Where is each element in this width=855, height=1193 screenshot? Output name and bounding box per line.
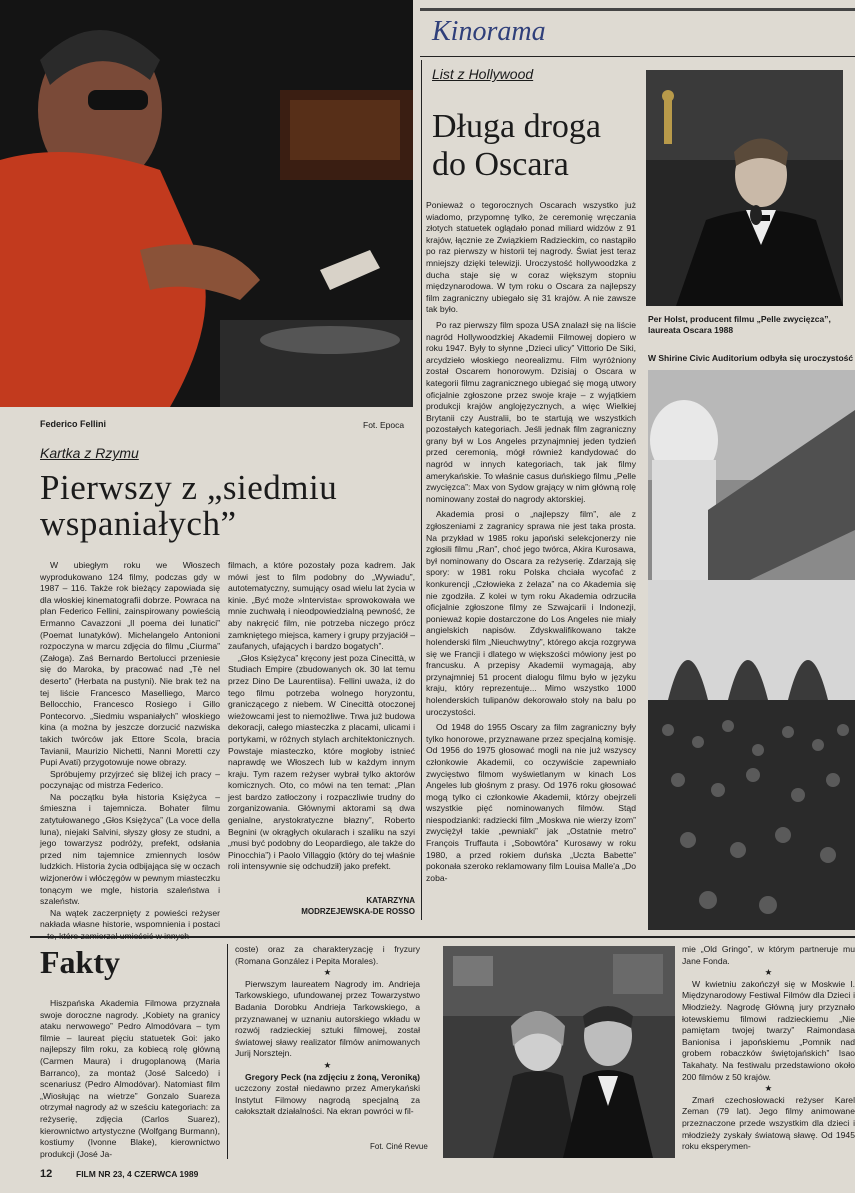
- paragraph: coste) oraz za charakteryzację i fryzury (Romana González i Pepita Morales).: [235, 944, 420, 966]
- star-separator: ★: [323, 1059, 332, 1070]
- star-separator: ★: [764, 967, 773, 978]
- paragraph: Od 1948 do 1955 Oscary za film zagraniczny były tylko honorowe, przyznawane przez specjalną komisję. Od 1956 do 1975 głosować mogli na nie już wszyscy członkowie Akademii, co oczywiście zapewniało zwycięstwo filmom wyświetlanym w kinach Los Angeles lub głośnym z prasy. Od 1976 roku głosować mogą tylko ci członkowie Akademii, którzy obejrzeli wszystkie pięć nominowanych filmów. Stąd niespodzianki: radziecki film „Moskwa nie wierzy łzom” zwyciężył takie „pewniaki” jak „Ostatnie metro” François Truffauta i „Sobowtóra” Kurosawy w roku 1980, a przed rokiem duńska „Uczta Babette” pokonała szeroko reklamowany film Louisa Malle'a „Do zoba-: [426, 722, 636, 883]
- paragraph: Akademia prosi o „najlepszy film”, ale z zgłoszeniami z zagranicy sprawa nie jest taka prosta. Na przykład w 1985 roku japoński selekcjonerzy nie zgłosili filmu „Ran”, choć jego twórca, Akira Kurosawa, był nominowany do Oscara za reżyserię. Zdarzają się spory: w 1981 roku Polska chciała wycofać z konkurencji „Człowieka z żelaza” na co Akademia się nie zgodziła. Z kolei w tym roku Akademia odrzuciła oficjalnie zgłoszone filmy ze Szwajcarii i Indonezji, ponieważ kopie dostarczone do Los Angeles nie miały angielskich napisów. Zdyskwalifikowano także holenderski film „Nieuchwytny”, którego akcja rozgrywa się we Francji i dlatego w większości mówiony jest po francusku. A przepisy Akademii wymagają, aby przynajmniej 51 procent dialogu filmu było w języku kraju, który reprezentuje... Mimo wszystko 1000 holenderskich tulipanów dekorowało stoły na balu po uroczystości.: [426, 509, 636, 717]
- per-holst-caption-line-1: Per Holst, producent filmu „Pelle zwycięzca”,: [648, 314, 831, 324]
- auditorium-caption: W Shirine Civic Auditorium odbyła się uroczystość: [648, 353, 854, 363]
- gregory-peck-photo: [443, 946, 675, 1158]
- facts-column-divider: [227, 944, 228, 1159]
- facts-column-1: [40, 998, 220, 1160]
- gregory-peck-photo-illustration: [443, 946, 675, 1158]
- paragraph: filmach, a które pozostały poza kadrem. Jak mówi jest to film podobny do „Wywiadu”, autotematyczny, sumujący osad wielu lat życia w kinie. „Być może »Intervista« sprowokowała we mnie zuchwałą i nieodpowiedzialną pewność, że aby nakręcić film, nie potrzeba niczego prócz zamkniętego miejsca, kamery i grupy przyjaciół – zaufanych, ufających i bardzo bogatych”.: [228, 560, 415, 652]
- right-article-body: [426, 200, 636, 884]
- fellini-photo-illustration: [0, 0, 413, 407]
- per-holst-photo: [646, 70, 843, 306]
- gregory-peck-photo-credit: Fot. Ciné Revue: [370, 1142, 428, 1151]
- per-holst-caption-line-2: laureata Oscara 1988: [648, 325, 734, 335]
- left-article-title: [40, 470, 337, 542]
- paragraph: [235, 1072, 420, 1118]
- facts-divider: [30, 936, 855, 938]
- paragraph: Na wątek zaczerpnięty z powieści reżyser nakłada własne historie, wspomnienia i postaci: [40, 907, 220, 930]
- author-first-name: KATARZYNA: [366, 896, 415, 905]
- star-separator: ★: [764, 1083, 773, 1094]
- paragraph: Na początku była historia Księżyca – śmieszna i tajemnicza. Bohater filmu zatytułowanego „Głos Księżyca” (La voce della luna), niejaki Salvini, słyszy głosy ze studni, a jego towarzysz podróży, prefekt, odsłania przed nim tajemnice zmiennych losów ludzkich. Historia życia odbijająca się w oczach wizjonerów i włóczęgów w pewnym miasteczku tonącym we mgle, historia szaleństwa i szaleństw.: [40, 791, 220, 907]
- paragraph: Ponieważ o tegorocznych Oscarach wszystko już wiadomo, przypomnę tylko, że ceremonię wręczania złotych statuetek oglądało ponad miliard widzów z 91 krajów, łącznie ze Związkiem Radzieckim, co nastąpiło po raz pierwszy w historii tej nagrody. Świat jest teraz mniejszy dzięki telewizji. Uroczystość hollywoodzka z ducha staje się w coraz większym stopniu międzynarodowa. W tym roku o Oscara za najlepszy film zagraniczny ubiegało się 31 krajów. A nie zawsze tak było.: [426, 200, 636, 315]
- paragraph: Zmarł czechosłowacki reżyser Karel Zeman (79 lat). Jego filmy animowane przeznaczone przede wszystkim dla dzieci i młodzieży zyskały światową sławę. Od 1945 roku eksperymen-: [682, 1094, 855, 1152]
- per-holst-photo-illustration: [646, 70, 843, 306]
- section-title: Kinorama: [432, 16, 546, 47]
- paragraph: W kwietniu zakończył się w Moskwie I. Międzynarodowy Festiwal Filmów dla Dzieci i Młodzieży. Nagrodę Główną jury przyznało łotewskiemu filmowi radzieckiemu „Nie pamiętam twojej twarzy” Raimondasa Banionisa i japońskiemu „Pomnik nad grobem robaczków świętojańskich” Isao Takahaty. Na festiwalu przedstawiono około 200 filmów z 50 krajów.: [682, 978, 855, 1082]
- paragraph: Pierwszym laureatem Nagrody im. Andrieja Tarkowskiego, ufundowanej przez Towarzystwo Badania Dorobku Andrieja Tarkowskiego, a przyznawanej w uznaniu autorskiego wkładu w rozwój radzieckiej sztuki filmowej, został światowej sławy realizator filmów animowanych Jurij Norsztejn.: [235, 978, 420, 1059]
- left-article-kicker: Kartka z Rzymu: [40, 445, 139, 461]
- facts-title: Fakty: [40, 944, 120, 980]
- right-article-title: [432, 108, 601, 184]
- page-number: 12: [40, 1168, 53, 1180]
- paragraph: Po raz pierwszy film spoza USA znalazł się na liście nagród Hollywoodzkiej Akademii Filmowej dopiero w roku 1947. Były to słynne „Dzieci ulicy” Vittorio De Siki, arcydzieło włoskiego neorealizmu. Film wyróżniony został Oscarem honorowym. Dzisiaj o Oscara w kategorii filmu zagranicznego ubiegać się mogą utwory oficjalnie zgłoszone przez swoje kraje – z wyjątkiem produkcji krajów anglojęzycznych, a więc Wielkiej Brytanii czy Australii, bo te startują we wszystkich pozostałych kategoriach. Jeśli jednak film zagraniczny grany był w Los Angeles przynajmniej jeden tydzień przed ceremonią, mógł również kandydować do nagród w innych kategoriach, tak jak filmy amerykańskie. To właśnie casus duńskiego filmu „Pelle zwycięzca”: Max von Sydow grający w nim główną rolę nominowany został do nagrody aktorskiej.: [426, 319, 636, 504]
- author-last-name: MODRZEJEWSKA-DE ROSSO: [301, 907, 415, 916]
- right-title-line-2: do Oscara: [432, 146, 569, 183]
- paragraph: „Głos Księżyca” kręcony jest poza Cinecittà, w Studiach Empire (zbudowanych ok. 30 lat temu przez Dino De Laurentiisa). Fellini uważa, iż do tego filmu potrzeba wolnego horyzontu, graniczącego z niebem. W Cinecittà otoczonej wieżowcami jest to niemożliwe. Trwa już budowa dekoracji, całego miasteczka z placami, ulicami i portykami, w różnych stylach architektonicznych. Powstaje miasteczko, które mogłoby istnieć naprawdę we Włoszech lub w każdym innym kraju. Tym razem reżyser wybrał tylko aktorów komicznych. Oto, co mówi na ten temat: „Plan jest bardzo zatłoczony i rozpaczliwie trudny do zorganizowania. Głównymi aktorami są dwa genialne, arystokratyczne błazny”, Roberto Begnini (w okrągłych okularach i szaliku na szyi „musi być podobny do Leopardiego, ale także do Pinocchia”) i Paolo Villaggio (który do tej właśnie roli intensywnie się odchudził) jako prefekt.: [228, 652, 415, 872]
- right-title-line-1: Długa droga: [432, 108, 602, 145]
- gregory-peck-text: uczczony został niedawno przez Amerykański Instytut Filmowy nagrodą specjalną za całokształt działalności. Na ekran powróci w fil-: [235, 1083, 420, 1117]
- paragraph: Spróbujemy przyjrzeć się bliżej ich pracy – poczynając od mistrza Federico.: [40, 768, 220, 791]
- facts-column-3: [682, 944, 855, 1153]
- header-bottom-rule: [420, 56, 855, 57]
- left-article-column-2: [228, 560, 415, 873]
- right-article-kicker: List z Hollywood: [432, 66, 534, 82]
- issue-info: FILM NR 23, 4 CZERWCA 1989: [76, 1169, 199, 1179]
- star-separator: ★: [323, 967, 332, 978]
- paragraph: W ubiegłym roku we Włoszech wyprodukowano 124 filmy, podczas gdy w 1987 – 116. Także rok bieżący zapowiada się dla włoskiej kinematografii dobrze. Powraca na plan Federico Fellini, zainspirowany powieścią Ermanno Cavazzoni „Il poema dei lunatici” (Poemat lunatyków). Michelangelo Antonioni rozpoczyna w marcu zdjęcia do filmu „Ciurma” (Załoga). Zaś Bernardo Bertolucci przeniesie się do Maroka, by pracować nad „Tè nel deserto” (Herbata na pustyni). Nie brak też na tej liście Francesco Maselliego, Marco Bellocchio, Francesco Rosiego i Gillo Pontecorvo. „Siedmiu wspaniałych” włoskiego kina (a można by jeszcze dorzucić nazwiska takich twórców jak Ettore Scola, bracia Tavianii, Maurizio Nichetti, Nanni Moretti czy Pupi Avati) przygotowuje nowe obrazy.: [40, 560, 220, 768]
- fellini-photo-caption: Federico Fellini: [40, 419, 107, 429]
- auditorium-photo-illustration: [648, 370, 855, 930]
- auditorium-photo: [648, 370, 855, 930]
- fellini-photo: [0, 0, 413, 407]
- gregory-peck-lead: Gregory Peck (na zdjęciu z żoną, Veroniką): [245, 1071, 420, 1082]
- header-rule: [420, 8, 855, 11]
- paragraph: mie „Old Gringo”, w którym partneruje mu Jane Fonda.: [682, 944, 855, 966]
- facts-column-2: [235, 944, 420, 1118]
- left-article-author: [230, 895, 415, 917]
- column-divider: [421, 60, 422, 920]
- left-title-line-2: wspaniałych”: [40, 504, 237, 543]
- left-title-line-1: Pierwszy z „siedmiu: [40, 468, 338, 507]
- paragraph: Hiszpańska Akademia Filmowa przyznała swoje doroczne nagrody. „Kobiety na granicy ataku nerwowego” Pedro Almodóvara – tym filmie – laureat pięciu statuetek Goi: jako najlepszy film roku, za kobiecą rolę główną (Carmen Maura) i drugoplanową (Maria Barranco), za montaż (José Salcedo) i scenariusz (Pedro Almodóvar). Natomiast film „Wiosłując na wietrze” Gonzalo Suareza otrzymał nagrody aż w sześciu kategoriach: za reżyserię, zdjęcia (Carlos Suarez), kierownictwo artystyczne (Wolfgang Burmann), kostiumy (Ivonne Blake), kierownictwo produkcji (José Ja-: [40, 998, 220, 1159]
- fellini-photo-credit: Fot. Epoca: [363, 420, 405, 430]
- left-article-column-1: [40, 560, 220, 943]
- per-holst-caption: [648, 314, 831, 336]
